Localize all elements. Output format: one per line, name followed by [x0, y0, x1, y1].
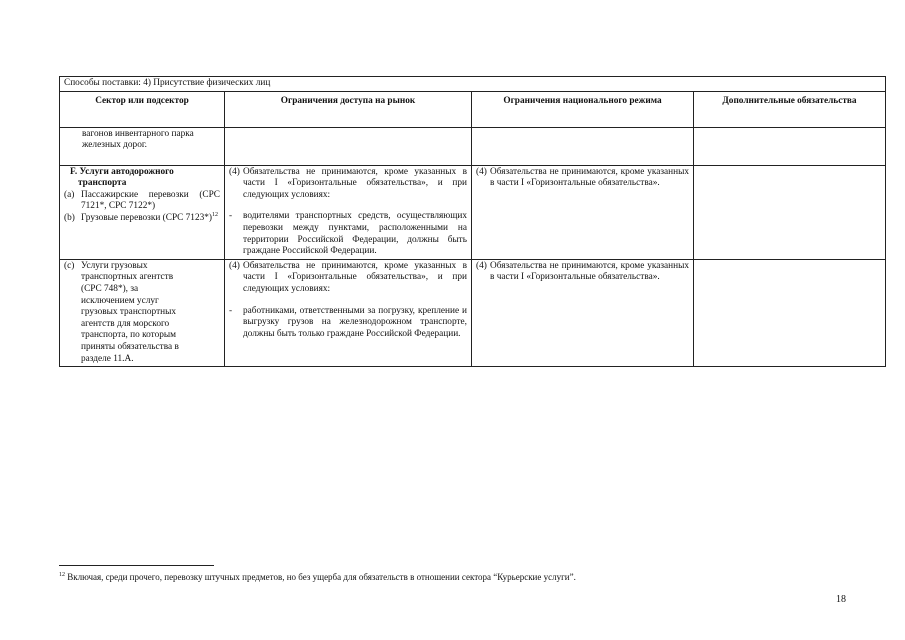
continuation-ma-cell: [225, 127, 472, 165]
sector-item-b: [64, 213, 220, 225]
header-additional: Дополнительные обязательства: [694, 91, 886, 127]
continuation-nt-cell: [472, 127, 694, 165]
footnote-separator: [59, 565, 214, 566]
section-f-title: F. Услуги автодорожного: [70, 166, 174, 177]
item-c-number: (c): [64, 260, 75, 271]
c-nt-text: Обязательства не принимаются, кроме указанных в части I «Горизонтальные обязательства».: [490, 260, 689, 283]
continuation-sector-cell: [60, 127, 225, 165]
sector-item-c: [64, 261, 220, 365]
road-transport-nt-cell: [472, 165, 694, 259]
freight-agency-ma-cell: [225, 259, 472, 366]
c-ma-text: Обязательства не принимаются, кроме указанных в части I «Горизонтальные обязательства», и при следующих условиях:: [243, 260, 467, 294]
ma-condition-text: водителями транспортных средств, осуществляющих перевозки между пунктами, расположенными на территории Российской Федерации, должны быть граждане Российской Федерации.: [243, 211, 467, 257]
item-a-text: Пассажирские перевозки (CPC 7121*, CPC 7122*): [81, 189, 220, 212]
sector-item-a: [64, 190, 220, 213]
c-ma-mode-number: (4): [229, 260, 240, 271]
item-c-text: Услуги грузовых транспортных агентств (CPC 748*), за исключением услуг грузовых транспортных агентств для морского транспорта, по которым приняты обязательства в разделе 11.А.: [81, 260, 179, 364]
freight-agency-nt-cell: [472, 259, 694, 366]
freight-agency-row: [60, 259, 886, 366]
header-national-treatment: Ограничения национального режима: [472, 91, 694, 127]
ma-condition-dash: -: [229, 211, 233, 222]
footnote-text: Включая, среди прочего, перевозку штучных предметов, но без ущерба для обязательств в отношении сектора “Курьерские услуги”.: [67, 572, 576, 582]
header-sector: Сектор или подсектор: [60, 91, 225, 127]
supply-modes-row: [60, 77, 886, 92]
ma-mode-number: (4): [229, 166, 240, 177]
c-nt-mode-number: (4): [476, 260, 487, 271]
ma-text: Обязательства не принимаются, кроме указанных в части I «Горизонтальные обязательства», и при следующих условиях:: [243, 166, 467, 200]
commitments-table: [59, 76, 886, 367]
c-ma-condition-dash: -: [229, 305, 233, 316]
footnote-ref-12: 12: [212, 211, 218, 218]
section-f-title-cont: транспорта: [78, 178, 127, 189]
road-transport-row: [60, 165, 886, 259]
continuation-row: [60, 127, 886, 165]
supply-modes-text: Способы поставки: 4) Присутствие физических лиц: [64, 78, 271, 88]
freight-agency-sector-cell: [60, 259, 225, 366]
item-b-number: (b): [64, 212, 75, 223]
item-a-number: (a): [64, 189, 75, 200]
road-transport-sector-cell: [60, 165, 225, 259]
item-b-text: Грузовые перевозки (CPC 7123*): [81, 212, 212, 223]
continuation-add-cell: [694, 127, 886, 165]
freight-agency-add-cell: [694, 259, 886, 366]
road-transport-ma-cell: [225, 165, 472, 259]
c-ma-condition: [229, 306, 467, 341]
c-ma-condition-text: работниками, ответственными за погрузку, крепление и выгрузку грузов на железнодорожном транспорте, должны быть только граждане Российской Федерации.: [243, 305, 467, 339]
nt-text: Обязательства не принимаются, кроме указанных в части I «Горизонтальные обязательства».: [490, 166, 689, 189]
ma-condition: [229, 211, 467, 257]
header-row: [60, 91, 886, 127]
header-market-access: Ограничения доступа на рынок: [225, 91, 472, 127]
supply-modes-cell: [60, 77, 886, 92]
continuation-sector-text: вагонов инвентарного парка железных дорог.: [82, 128, 194, 151]
footnote-number: 12: [59, 572, 65, 578]
page-number: 18: [836, 594, 846, 605]
nt-mode-number: (4): [476, 166, 487, 177]
road-transport-add-cell: [694, 165, 886, 259]
footnote-12: [59, 572, 576, 582]
